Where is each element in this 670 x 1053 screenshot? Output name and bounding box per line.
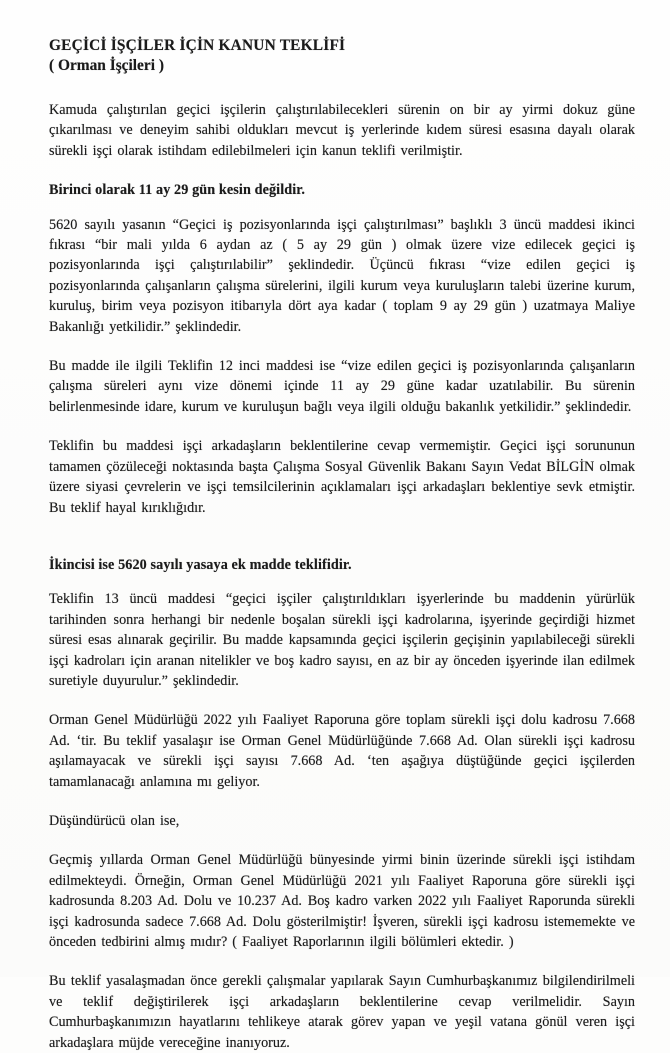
heading-second-point: İkincisi ise 5620 sayılı yasaya ek madde teklifidir. (49, 556, 352, 573)
document-subtitle: ( Orman İşçileri ) (49, 56, 164, 74)
document-title: GEÇİCİ İŞÇİLER İÇİN KANUN TEKLİFİ (49, 37, 346, 54)
paragraph-past-years-staffing: Geçmiş yıllarda Orman Genel Müdürlüğü bünyesinde yirmi binin üzerinde sürekli işçi istihdam edilmekteydi. Örneğin, Orman Genel Müdürlüğü 2021 yılı Faaliyet Raporuna göre sürekli işçi kadrosunda 8.203 Ad. Dolu ve 10.237 Ad. Boş kadro varken 2022 yılı Faaliyet Raporunda sürekli işçi kadrosunda sadece 7.668 Ad. Dolu gösterilmiştir! İşveren, sürekli işçi kadrosu istememekte ve önceden tedbirini almış mıdır? ( Faaliyet Raporlarının ilgili bölümleri ektedir. ) (49, 852, 635, 950)
paragraph-article-12: Bu madde ile ilgili Teklifin 12 inci maddesi ise “vize edilen geçici iş pozisyonlarında çalışanların çalışma süreleri aynı vize dönemi içinde 11 ay 29 güne kadar uzatılabilir. Bu sürenin belirlenmesinde idare, kurum ve kuruluşun bağlı veya ilgili olduğu bakanlık yetkilidir.” şeklindedir. (49, 358, 635, 415)
paragraph-conclusion: Bu teklif yasalaşmadan önce gerekli çalışmalar yapılarak Sayın Cumhurbaşkanımız bilgilendirilmeli ve teklif değiştirilerek işçi arkadaşların beklentilerine cevap verilmelidir. Sayın Cumhurbaşkanımızın hayatlarını tehlikeye atarak görev yapan ve yeşil vatana gönül veren işçi arkadaşlara müjde vereceğine inanıyoruz. (49, 973, 635, 1051)
paragraph-intro: Kamuda çalıştırılan geçici işçilerin çalıştırılabilecekleri sürenin on bir ay yirmi dokuz güne çıkarılması ve deneyim sahibi oldukları mevcut iş yerlerinde kıdem süresi esasına dayalı olarak sürekli işçi olarak istihdam edilebilmeleri için kanun teklifi verilmiştir. (49, 102, 635, 159)
paragraph-thought-provoking: Düşündürücü olan ise, (49, 812, 180, 829)
paragraph-disappointment: Teklifin bu maddesi işçi arkadaşların beklentilerine cevap vermemiştir. Geçici işçi sorununun tamamen çözüleceği noktasında başta Çalışma Sosyal Güvenlik Bakanı Sayın Vedat BİLGİN olmak üzere siyasi çevrelerin ve işçi temsilcilerinin açıklamaları işçi arkadaşları beklentiye sevk etmiştir. Bu teklif hayal kırıklığıdır. (49, 438, 635, 516)
heading-first-point: Birinci olarak 11 ay 29 gün kesin değildir. (49, 182, 306, 199)
paragraph-ogm-2022-report: Orman Genel Müdürlüğü 2022 yılı Faaliyet Raporuna göre toplam sürekli işçi dolu kadrosu 7.668 Ad. ‘tir. Bu teklif yasalaşır ise Orman Genel Müdürlüğünde 7.668 Ad. Olan sürekli işçi kadrosu aşılamayacak ve sürekli işçi sayısı 7.668 Ad. ‘ten aşağıya düştüğünde geçici işçilerden tamamlanacağı anlamına mı geliyor. (49, 712, 635, 790)
paragraph-article-13: Teklifin 13 üncü maddesi “geçici işçiler çalıştırıldıkları işyerlerinde bu maddenin yürürlük tarihinden sonra herhangi bir nedenle boşalan sürekli işçi kadrolarına, işyerinde geçirdiği hizmet süresi esas alınarak geçirilir. Bu madde kapsamında geçici işçilerin geçişinin yapılabileceği sürekli işçi kadroları için aranan nitelikler ve boş kadro sayısı, en az bir ay önceden işyerinde ilan edilmek suretiyle duyurulur.” şeklindedir. (49, 591, 635, 689)
paragraph-law-5620: 5620 sayılı yasanın “Geçici iş pozisyonlarında işçi çalıştırılması” başlıklı 3 üncü maddesi ikinci fıkrası “bir mali yılda 6 aydan az ( 5 ay 29 gün ) olmak üzere vize edilecek geçici iş pozisyonlarında işçi çalıştırılabilir” şeklindedir. Üçüncü fıkrası “vize edilen geçici iş pozisyonlarında çalışanların çalışma sürelerini, ilgili kurum veya kuruluşların talebi üzerine kurum, kuruluş, birim veya pozisyon itibarıyla dört aya kadar ( toplam 9 ay 29 gün ) uzatmaya Maliye Bakanlığı yetkilidir.” şeklindedir. (49, 216, 635, 335)
